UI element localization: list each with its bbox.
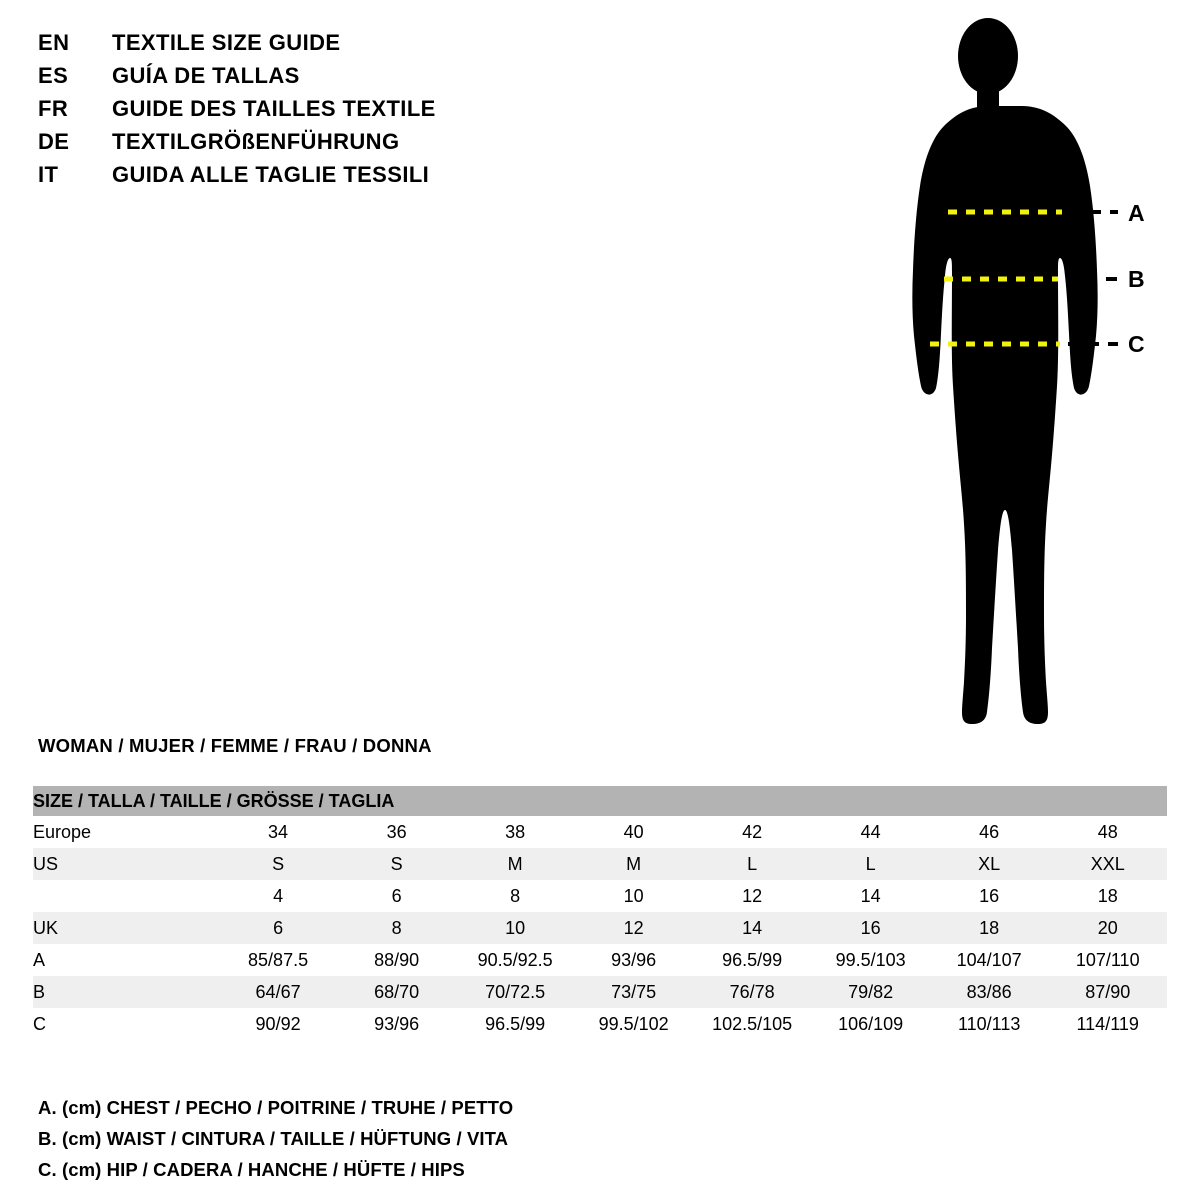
cell-c-6: 110/113 <box>930 1008 1049 1040</box>
footnote-chest: A. (cm) CHEST / PECHO / POITRINE / TRUHE / PETTO <box>38 1097 514 1118</box>
measurement-label-b: B <box>1128 266 1145 292</box>
cell-b-2: 70/72.5 <box>456 976 575 1008</box>
cell-uk-3: 12 <box>574 912 693 944</box>
cell-us-7: XXL <box>1048 848 1167 880</box>
cell-usnum-3: 10 <box>574 880 693 912</box>
cell-europe-5: 44 <box>811 816 930 848</box>
cell-usnum-5: 14 <box>811 880 930 912</box>
table-row <box>33 912 1167 944</box>
footnote-hip: C. (cm) HIP / CADERA / HANCHE / HÜFTE / HIPS <box>38 1159 465 1180</box>
language-row-en <box>38 30 598 63</box>
cell-usnum-7: 18 <box>1048 880 1167 912</box>
cell-uk-6: 18 <box>930 912 1049 944</box>
cell-europe-7: 48 <box>1048 816 1167 848</box>
cell-europe-0: 34 <box>219 816 338 848</box>
row-label-uk: UK <box>33 912 219 944</box>
cell-us-2: M <box>456 848 575 880</box>
table-row <box>33 880 1167 912</box>
female-silhouette-figure <box>860 14 1190 734</box>
cell-us-1: S <box>337 848 456 880</box>
cell-usnum-2: 8 <box>456 880 575 912</box>
row-label-a: A <box>33 944 219 976</box>
cell-b-4: 76/78 <box>693 976 812 1008</box>
cell-b-6: 83/86 <box>930 976 1049 1008</box>
language-row-fr <box>38 96 598 129</box>
cell-usnum-0: 4 <box>219 880 338 912</box>
language-title-en: TEXTILE SIZE GUIDE <box>112 30 341 55</box>
cell-usnum-6: 16 <box>930 880 1049 912</box>
cell-uk-2: 10 <box>456 912 575 944</box>
cell-uk-4: 14 <box>693 912 812 944</box>
table-section-title: WOMAN / MUJER / FEMME / FRAU / DONNA <box>38 735 432 756</box>
cell-us-0: S <box>219 848 338 880</box>
cell-europe-6: 46 <box>930 816 1049 848</box>
table-row <box>33 1008 1167 1040</box>
cell-uk-7: 20 <box>1048 912 1167 944</box>
table-row <box>33 848 1167 880</box>
footnote-waist: B. (cm) WAIST / CINTURA / TAILLE / HÜFTUNG / VITA <box>38 1128 509 1149</box>
cell-a-3: 93/96 <box>574 944 693 976</box>
language-code-fr: FR <box>38 96 69 121</box>
cell-c-5: 106/109 <box>811 1008 930 1040</box>
cell-us-3: M <box>574 848 693 880</box>
cell-b-1: 68/70 <box>337 976 456 1008</box>
language-title-it: GUIDA ALLE TAGLIE TESSILI <box>112 162 430 187</box>
table-header-row <box>33 786 1167 816</box>
cell-uk-1: 8 <box>337 912 456 944</box>
cell-us-5: L <box>811 848 930 880</box>
cell-a-0: 85/87.5 <box>219 944 338 976</box>
cell-europe-4: 42 <box>693 816 812 848</box>
cell-b-7: 87/90 <box>1048 976 1167 1008</box>
table-row <box>33 976 1167 1008</box>
cell-c-0: 90/92 <box>219 1008 338 1040</box>
silhouette-icon <box>860 14 1190 734</box>
cell-europe-1: 36 <box>337 816 456 848</box>
cell-a-6: 104/107 <box>930 944 1049 976</box>
language-code-es: ES <box>38 63 69 88</box>
cell-b-0: 64/67 <box>219 976 338 1008</box>
row-label-europe: Europe <box>33 816 219 848</box>
row-label-c: C <box>33 1008 219 1040</box>
row-label-b: B <box>33 976 219 1008</box>
language-row-it <box>38 162 598 195</box>
cell-c-3: 99.5/102 <box>574 1008 693 1040</box>
language-code-it: IT <box>38 162 59 187</box>
cell-a-4: 96.5/99 <box>693 944 812 976</box>
cell-c-2: 96.5/99 <box>456 1008 575 1040</box>
row-label-us-numeric <box>33 880 219 912</box>
language-title-block <box>38 30 598 195</box>
cell-uk-5: 16 <box>811 912 930 944</box>
cell-a-5: 99.5/103 <box>811 944 930 976</box>
cell-europe-3: 40 <box>574 816 693 848</box>
cell-c-4: 102.5/105 <box>693 1008 812 1040</box>
cell-us-6: XL <box>930 848 1049 880</box>
measurement-label-c: C <box>1128 331 1145 357</box>
cell-europe-2: 38 <box>456 816 575 848</box>
measurement-label-a: A <box>1128 200 1145 226</box>
table-row <box>33 944 1167 976</box>
size-table <box>33 786 1167 1040</box>
cell-c-7: 114/119 <box>1048 1008 1167 1040</box>
cell-usnum-4: 12 <box>693 880 812 912</box>
table-row <box>33 816 1167 848</box>
cell-us-4: L <box>693 848 812 880</box>
cell-a-2: 90.5/92.5 <box>456 944 575 976</box>
cell-c-1: 93/96 <box>337 1008 456 1040</box>
cell-b-3: 73/75 <box>574 976 693 1008</box>
footnote-list <box>38 1092 738 1185</box>
language-row-es <box>38 63 598 96</box>
cell-a-7: 107/110 <box>1048 944 1167 976</box>
table-header-label: SIZE / TALLA / TAILLE / GRÖSSE / TAGLIA <box>33 786 1167 816</box>
cell-b-5: 79/82 <box>811 976 930 1008</box>
language-code-de: DE <box>38 129 70 154</box>
language-code-en: EN <box>38 30 70 55</box>
cell-usnum-1: 6 <box>337 880 456 912</box>
language-title-es: GUÍA DE TALLAS <box>112 63 300 88</box>
language-title-de: TEXTILGRÖßENFÜHRUNG <box>112 129 400 154</box>
language-title-fr: GUIDE DES TAILLES TEXTILE <box>112 96 436 121</box>
language-row-de <box>38 129 598 162</box>
cell-uk-0: 6 <box>219 912 338 944</box>
cell-a-1: 88/90 <box>337 944 456 976</box>
row-label-us: US <box>33 848 219 880</box>
